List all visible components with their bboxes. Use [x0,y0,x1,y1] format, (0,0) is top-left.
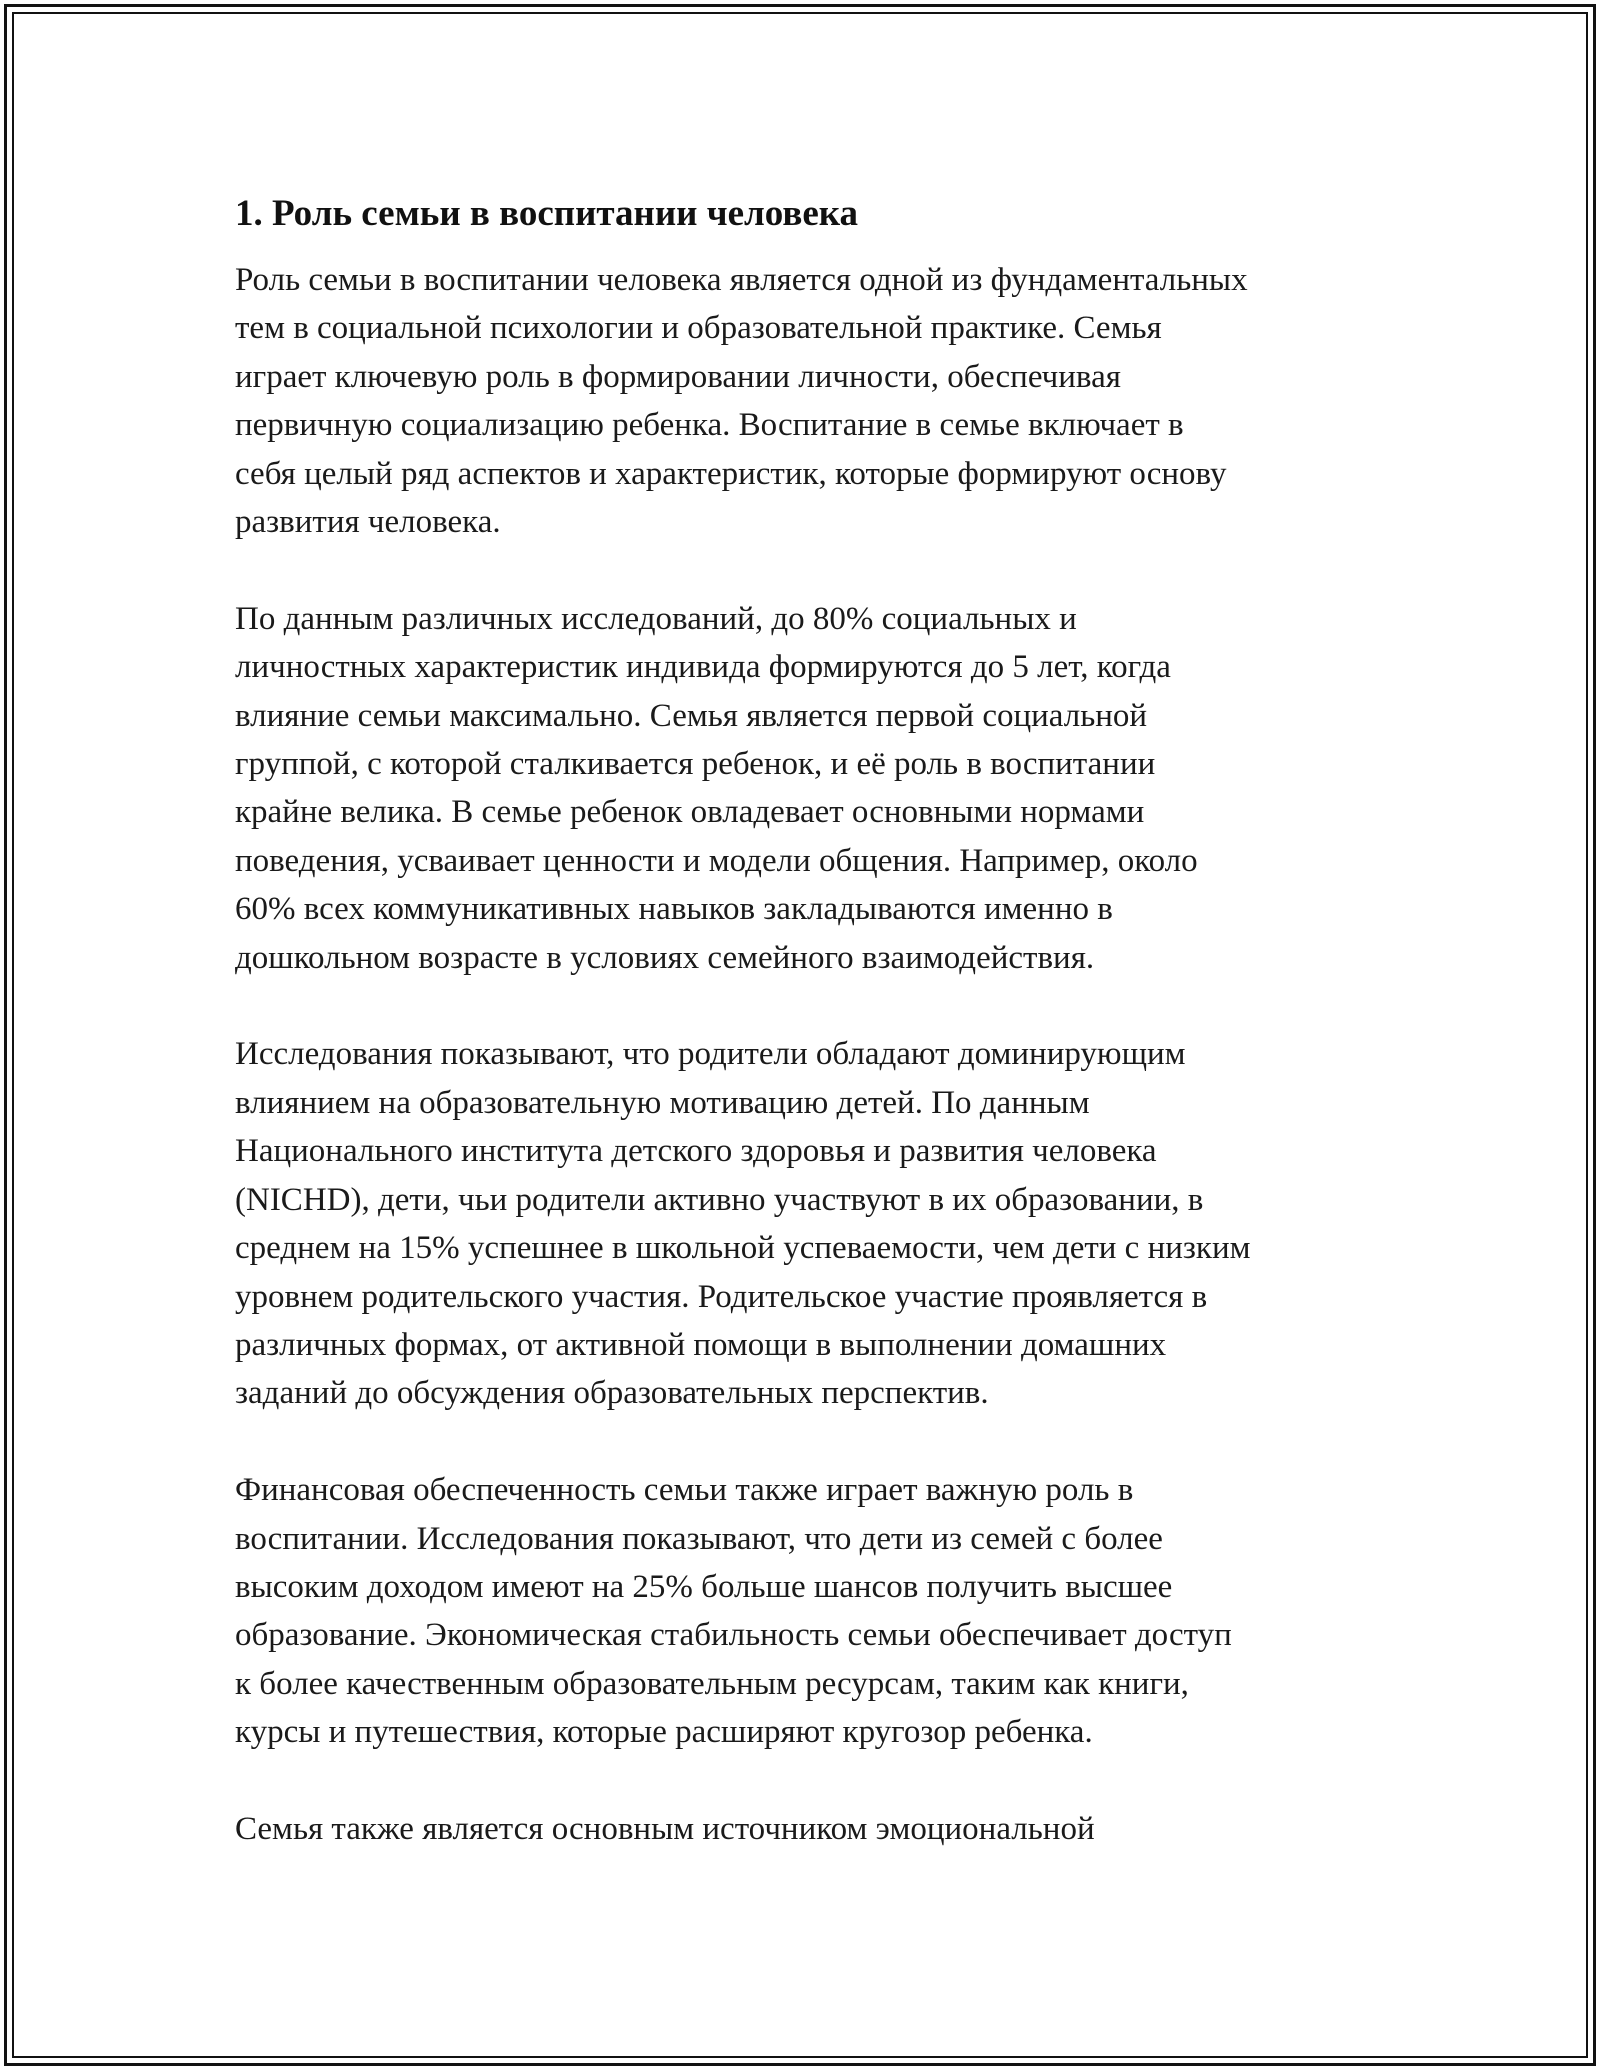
text-line: играет ключевую роль в формировании личности, обеспечивая [235,358,1121,395]
paragraph-5 [235,1805,1375,1853]
text-line: 60% всех коммуникативных навыков закладываются именно в [235,891,1113,928]
text-line: Роль семьи в воспитании человека является одной из фундаментальных [235,262,1248,298]
text-line: По данным различных исследований, до 80% социальных и [235,600,1077,637]
text-line: развития человека. [235,504,501,541]
text-line: уровнем родительского участия. Родительское участие проявляется в [235,1278,1208,1315]
text-line: группой, с которой сталкивается ребенок, и её роль в воспитании [235,746,1156,783]
text-line: различных формах, от активной помощи в выполнении домашних [235,1326,1167,1363]
section-heading: 1. Роль семьи в воспитании человека [235,193,859,234]
text-line: высоким доходом имеют на 25% больше шансов получить высшее [235,1568,1173,1605]
text-line: личностных характеристик индивида формируются до 5 лет, когда [235,649,1171,686]
text-line: курсы и путешествия, которые расширяют кругозор ребенка. [235,1714,1093,1751]
paragraph-2 [235,595,1375,982]
document-body [235,186,1375,1902]
text-line: образование. Экономическая стабильность семьи обеспечивает доступ [235,1617,1232,1654]
text-line: Исследования показывают, что родители обладают доминирующим [235,1036,1186,1073]
text-line: к более качественным образовательным ресурсам, таким как книги, [235,1665,1189,1702]
text-line: воспитании. Исследования показывают, что дети из семей с более [235,1520,1163,1557]
text-line: дошкольном возрасте в условиях семейного взаимодействия. [235,939,1095,976]
paragraph-4 [235,1466,1375,1756]
text-line: среднем на 15% успешнее в школьной успеваемости, чем дети с низким [235,1230,1251,1267]
text-line: Финансовая обеспеченность семьи также играет важную роль в [235,1472,1134,1509]
text-line: крайне велика. В семье ребенок овладевает основными нормами [235,794,1145,831]
paragraph-1 [235,256,1375,546]
text-line: влияние семьи максимально. Семья является первой социальной [235,697,1148,734]
text-line: первичную социализацию ребенка. Воспитание в семье включает в [235,407,1184,444]
text-line: влиянием на образовательную мотивацию детей. По данным [235,1084,1090,1121]
paragraph-3 [235,1030,1375,1417]
text-line: Национального института детского здоровья и развития человека [235,1133,1157,1170]
text-line: себя целый ряд аспектов и характеристик, которые формируют основу [235,455,1227,492]
text-line: Семья также является основным источником эмоциональной [235,1810,1095,1847]
text-line: поведения, усваивает ценности и модели общения. Например, около [235,842,1198,879]
text-line: (NICHD), дети, чьи родители активно участвуют в их образовании, в [235,1181,1204,1218]
text-line: тем в социальной психологии и образовательной практике. Семья [235,310,1162,347]
text-line: заданий до обсуждения образовательных перспектив. [235,1375,989,1412]
